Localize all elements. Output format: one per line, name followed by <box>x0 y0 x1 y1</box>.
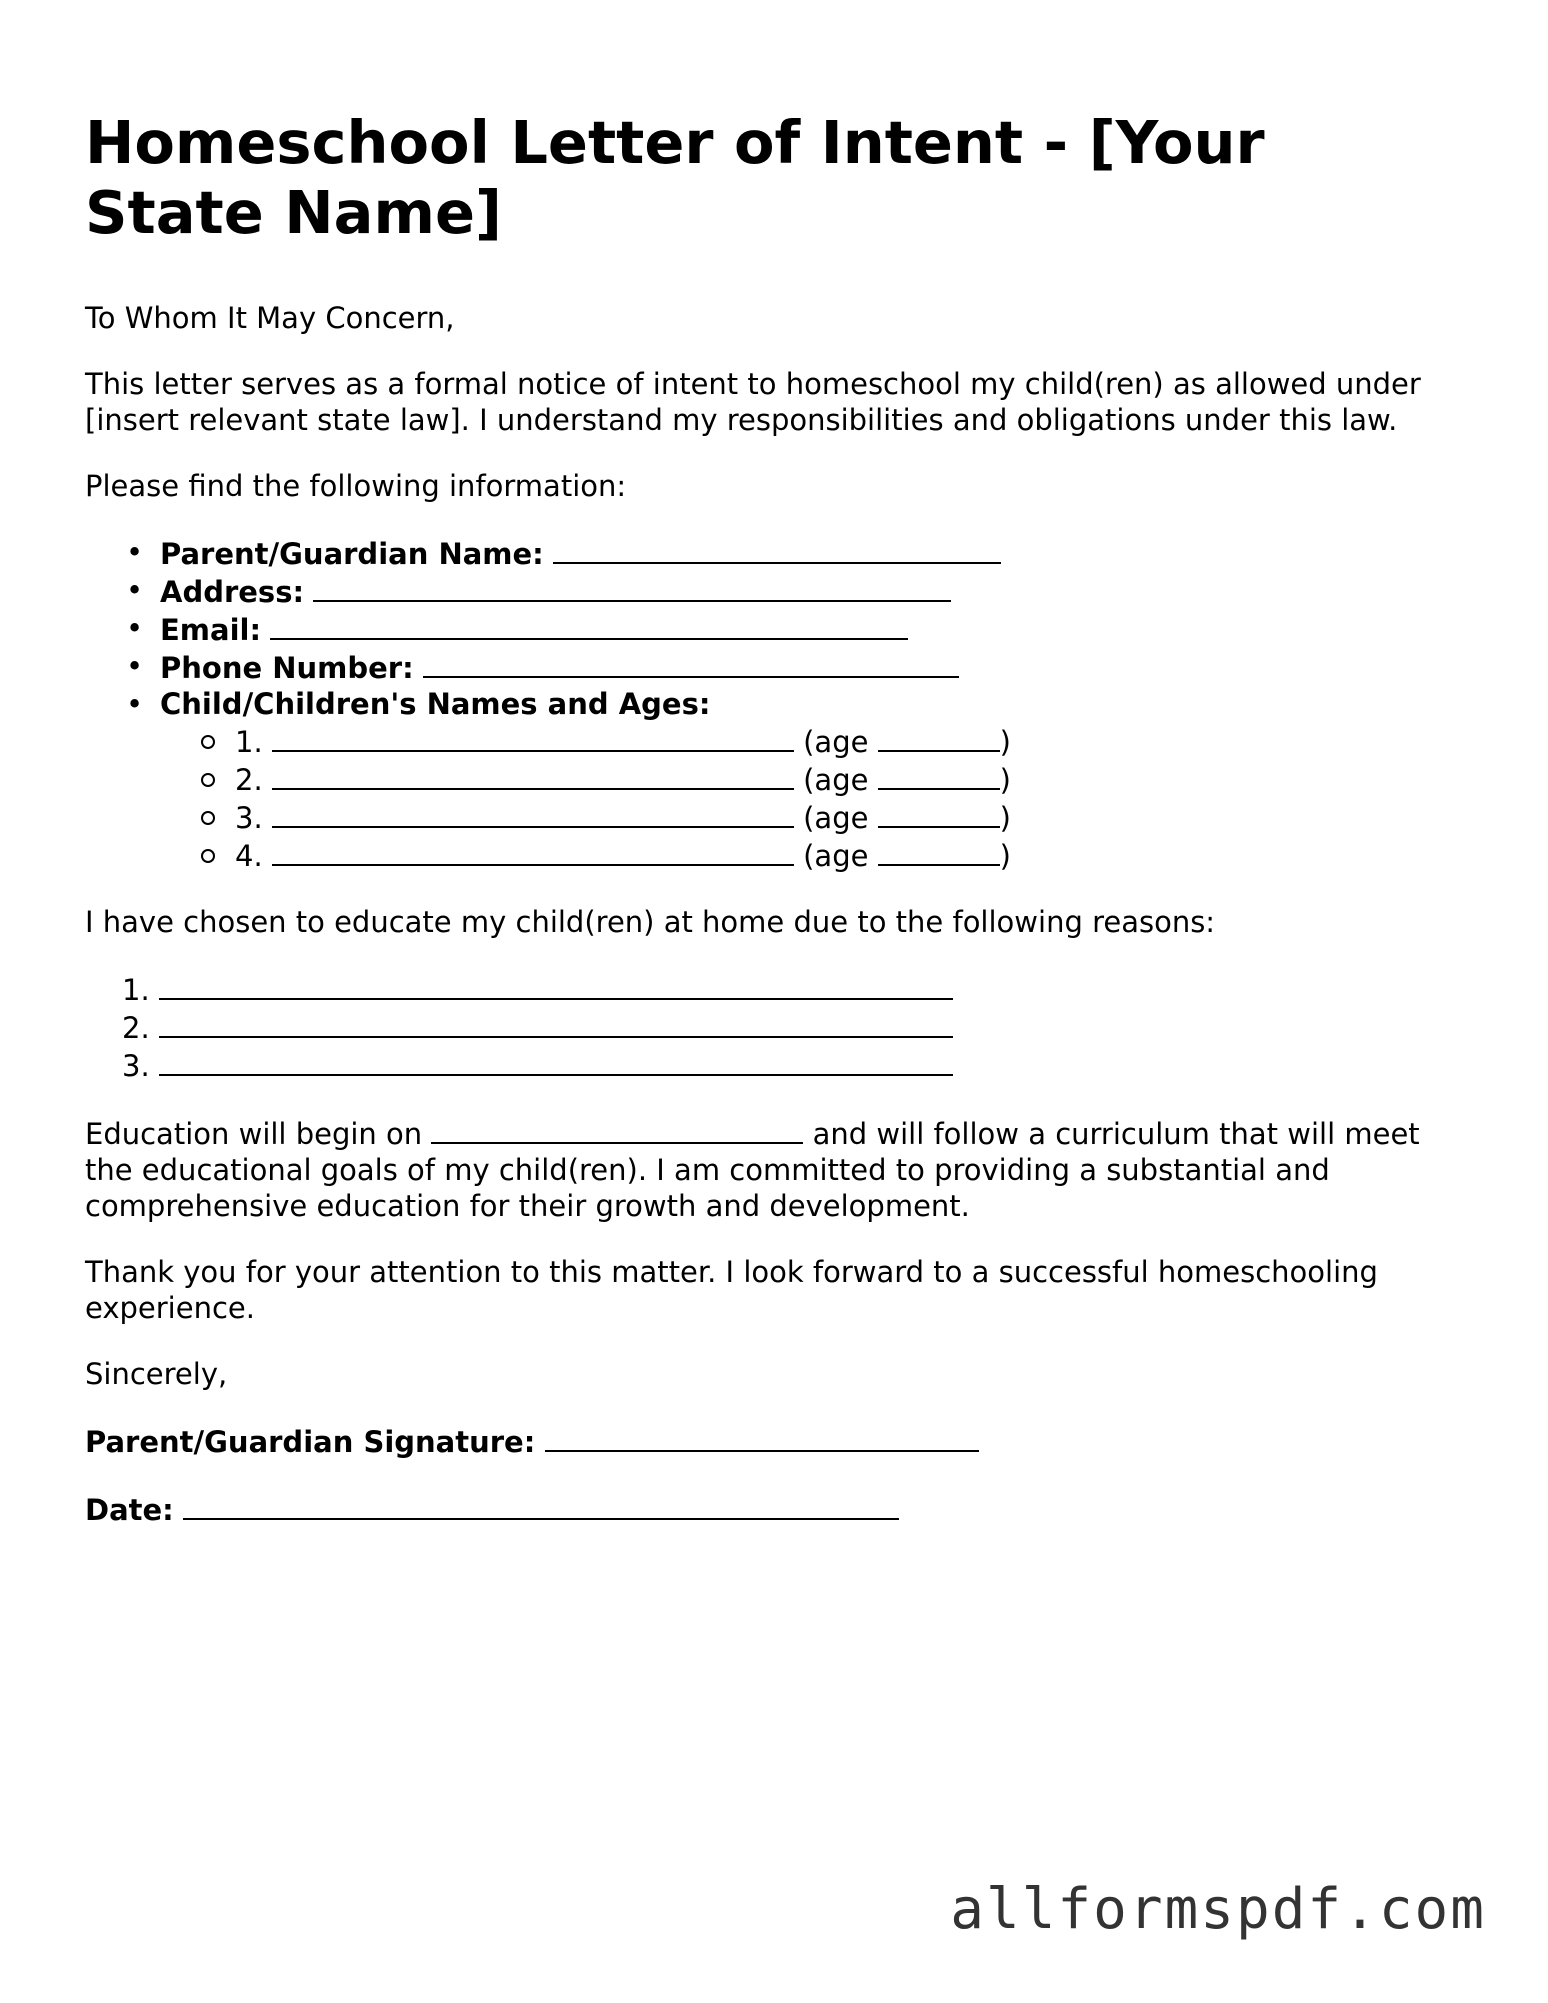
child-item <box>235 836 1485 874</box>
closing: Sincerely, <box>85 1357 228 1391</box>
list-item <box>126 648 1485 686</box>
children-label: Child/Children's Names and Ages: <box>160 687 711 721</box>
circle-bullet-icon <box>201 811 215 825</box>
education-start-text: Education will begin on <box>85 1117 423 1151</box>
list-item <box>126 534 1485 572</box>
education-paragraph <box>85 1114 1475 1224</box>
thanks-paragraph: Thank you for your attention to this matter. I look forward to a successful homeschooling experience. <box>85 1255 1378 1325</box>
child-name-field[interactable] <box>272 722 794 752</box>
intro-paragraph: This letter serves as a formal notice of intent to homeschool my child(ren) as allowed under [insert relevant state law]. I understand my responsibilities and obligations under this law. <box>85 367 1421 437</box>
reason-item <box>122 970 1485 1008</box>
address-label: Address: <box>160 575 305 609</box>
phone-field[interactable] <box>423 648 959 678</box>
age-open: (age <box>803 763 869 797</box>
signature-line <box>85 1422 1485 1460</box>
child-number: 3. <box>235 801 263 835</box>
phone-label: Phone Number: <box>160 651 414 685</box>
list-item <box>126 610 1485 648</box>
salutation: To Whom It May Concern, <box>85 301 455 335</box>
list-item <box>126 686 1485 874</box>
age-close: ) <box>999 839 1011 873</box>
parent-name-label: Parent/Guardian Name: <box>160 537 544 571</box>
child-item <box>235 722 1485 760</box>
reasons-list <box>85 970 1485 1084</box>
page-title: Homeschool Letter of Intent - [Your State Name] <box>85 108 1265 247</box>
email-label: Email: <box>160 613 262 647</box>
parent-name-field[interactable] <box>553 534 1001 564</box>
age-open: (age <box>803 839 869 873</box>
child-item <box>235 798 1485 836</box>
child-name-field[interactable] <box>272 760 794 790</box>
reason-number: 2. <box>122 1011 150 1045</box>
bullet-icon: • <box>126 611 144 645</box>
child-number: 4. <box>235 839 263 873</box>
education-start-date-field[interactable] <box>431 1114 803 1144</box>
bullet-icon: • <box>126 535 144 569</box>
child-age-field[interactable] <box>878 760 1000 790</box>
child-age-field[interactable] <box>878 798 1000 828</box>
age-open: (age <box>803 725 869 759</box>
info-list <box>85 534 1485 874</box>
letter-page <box>85 108 1485 1528</box>
watermark-text: allformspdf.com <box>950 1877 1486 1942</box>
info-lead: Please find the following information: <box>85 469 627 503</box>
age-close: ) <box>999 725 1011 759</box>
date-label: Date: <box>85 1493 174 1527</box>
bullet-icon: • <box>126 649 144 683</box>
reasons-lead: I have chosen to educate my child(ren) at home due to the following reasons: <box>85 905 1216 939</box>
reason-number: 3. <box>122 1049 150 1083</box>
children-list <box>160 722 1485 874</box>
email-field[interactable] <box>270 610 908 640</box>
child-age-field[interactable] <box>878 836 1000 866</box>
reason-field[interactable] <box>159 1046 953 1076</box>
list-item <box>126 572 1485 610</box>
signature-label: Parent/Guardian Signature: <box>85 1425 536 1459</box>
reason-field[interactable] <box>159 970 953 1000</box>
education-start-after: and will follow a curriculum that will meet <box>812 1117 1420 1151</box>
circle-bullet-icon <box>201 735 215 749</box>
child-name-field[interactable] <box>272 798 794 828</box>
child-item <box>235 760 1485 798</box>
reason-number: 1. <box>122 973 150 1007</box>
bullet-icon: • <box>126 573 144 607</box>
circle-bullet-icon <box>201 773 215 787</box>
reason-field[interactable] <box>159 1008 953 1038</box>
address-field[interactable] <box>313 572 951 602</box>
signature-field[interactable] <box>545 1422 979 1452</box>
bullet-icon: • <box>126 687 144 721</box>
circle-bullet-icon <box>201 849 215 863</box>
reason-item <box>122 1008 1485 1046</box>
child-age-field[interactable] <box>878 722 1000 752</box>
child-number: 1. <box>235 725 263 759</box>
age-close: ) <box>999 801 1011 835</box>
child-name-field[interactable] <box>272 836 794 866</box>
education-rest-text: the educational goals of my child(ren). I am committed to providing a substantial and comprehensive education for their growth and development. <box>85 1153 1330 1223</box>
age-close: ) <box>999 763 1011 797</box>
date-line <box>85 1490 1485 1528</box>
child-number: 2. <box>235 763 263 797</box>
age-open: (age <box>803 801 869 835</box>
date-field[interactable] <box>183 1490 899 1520</box>
reason-item <box>122 1046 1485 1084</box>
